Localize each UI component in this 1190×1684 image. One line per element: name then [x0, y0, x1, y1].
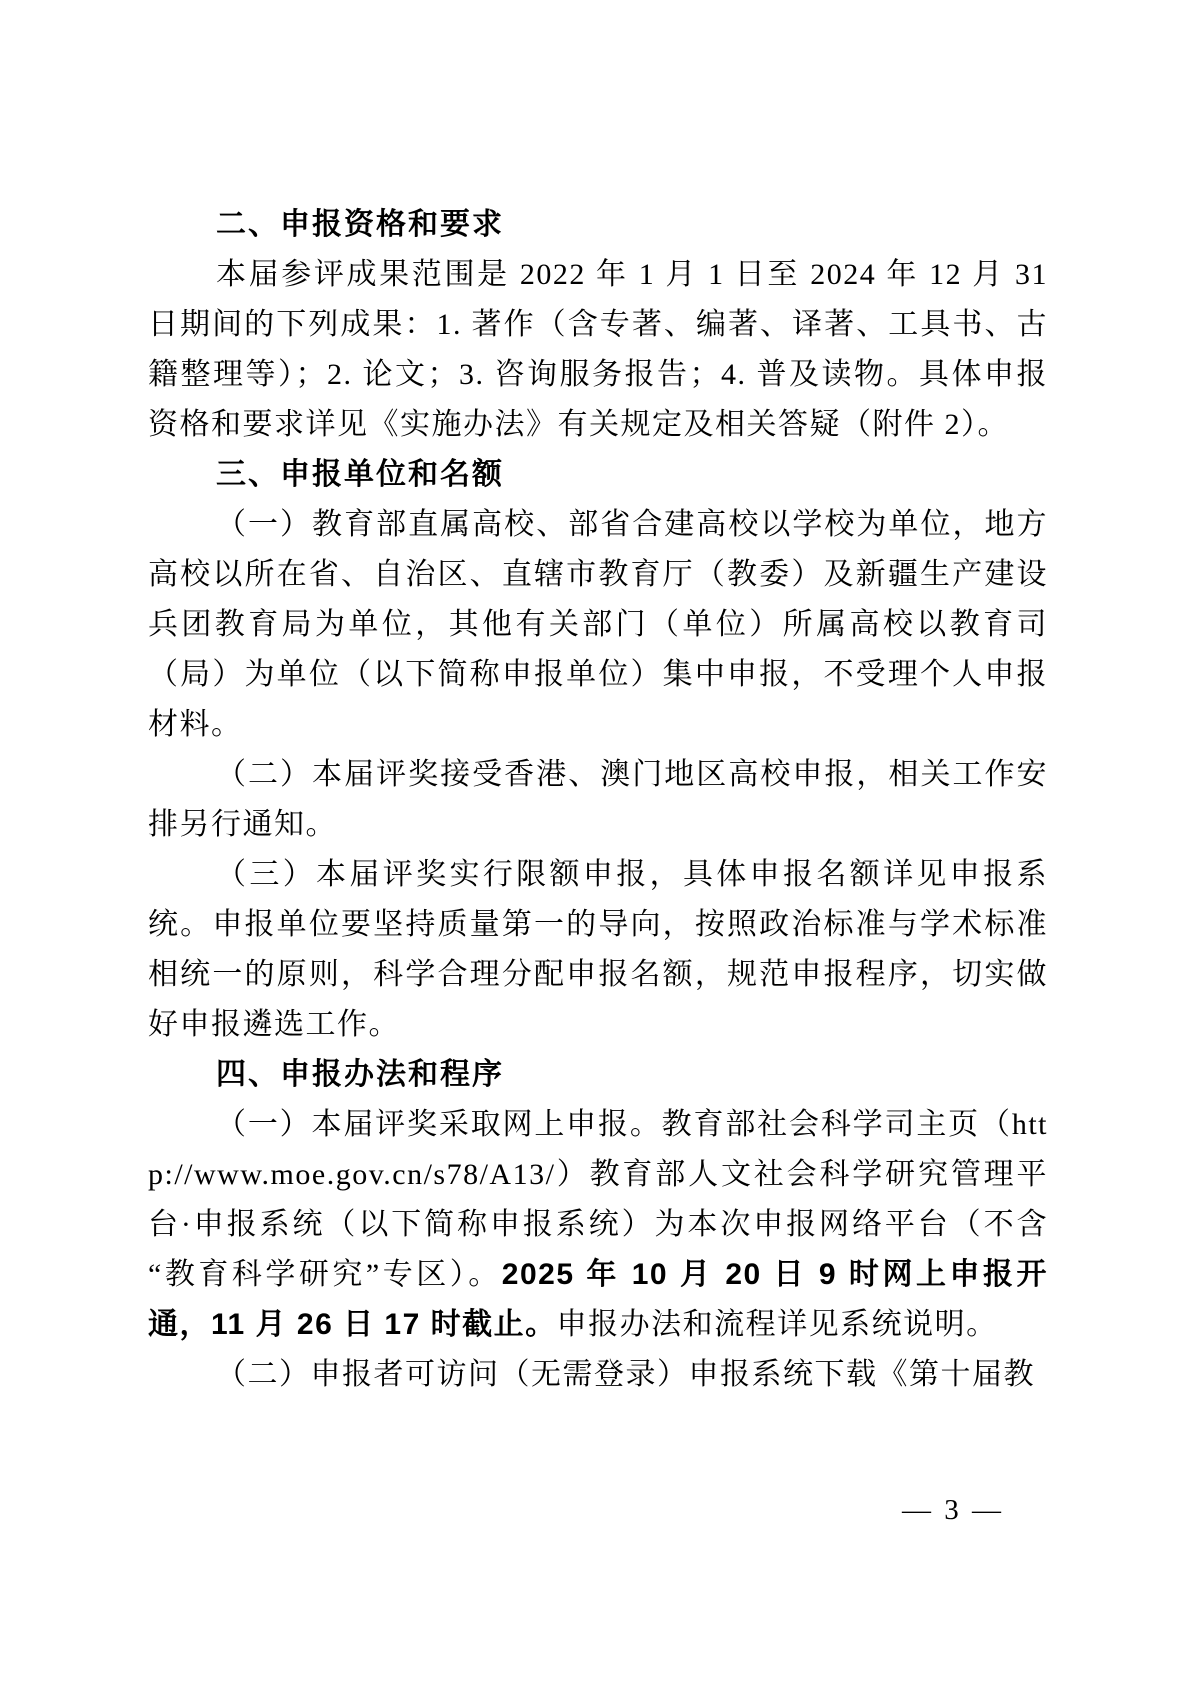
section-heading-2: 二、申报资格和要求	[216, 208, 504, 241]
document-body	[148, 200, 1048, 1400]
page-number: — 3 —	[902, 1494, 1004, 1526]
paragraph-declaring-units: （一）教育部直属高校、部省合建高校以学校为单位，地方高校以所在省、自治区、直辖市教育厅（教委）及新疆生产建设兵团教育局为单位，其他有关部门（单位）所属高校以教育司（局）为单位（以下简称申报单位）集中申报，不受理个人申报材料。	[148, 508, 1048, 741]
paragraph-online-application	[148, 1100, 1048, 1350]
paragraph-scope-of-works: 本届参评成果范围是 2022 年 1 月 1 日至 2024 年 12 月 31 日期间的下列成果：1. 著作（含专著、编著、译著、工具书、古籍整理等）；2. 论文；3. 咨询服务报告；4. 普及读物。具体申报资格和要求详见《实施办法》有关规定及相关答疑（附件 2）。	[148, 258, 1048, 441]
paragraph-hk-macau: （二）本届评奖接受香港、澳门地区高校申报，相关工作安排另行通知。	[148, 758, 1048, 841]
paragraph-quota: （三）本届评奖实行限额申报，具体申报名额详见申报系统。申报单位要坚持质量第一的导向，按照政治标准与学术标准相统一的原则，科学合理分配申报名额，规范申报程序，切实做好申报遴选工作。	[148, 858, 1048, 1041]
paragraph-online-application-tail: 申报办法和流程详见系统说明。	[556, 1308, 998, 1341]
paragraph-download-notice: （二）申报者可访问（无需登录）申报系统下载《第十届教	[216, 1358, 1035, 1391]
paragraph-online-application-deadline-bold: 2025 年 10 月 20 日 9 时网上申报开通，11 月 26 日 17 时截止。	[148, 1258, 1048, 1341]
section-heading-4: 四、申报办法和程序	[216, 1058, 504, 1091]
paragraph-online-application-text: （一）本届评奖采取网上申报。教育部社会科学司主页（http://www.moe.gov.cn/s78/A13/）教育部人文社会科学研究管理平台·申报系统（以下简称申报系统）为本次申报网络平台（不含“教育科学研究”专区）。	[148, 1108, 1048, 1291]
section-heading-3: 三、申报单位和名额	[216, 458, 504, 491]
